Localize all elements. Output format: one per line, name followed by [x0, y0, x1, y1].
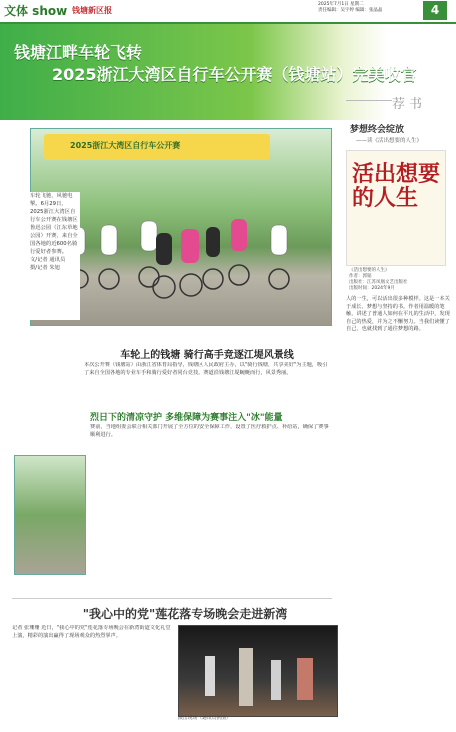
article3-title: "我心中的党"莲花落专场晚会走进新湾: [82, 607, 288, 621]
book-subtitle: ——读《活出想要的人生》: [356, 138, 423, 144]
book-cover-title: 活出想要的人生: [352, 161, 441, 211]
article1-text: 本次公开赛（钱塘站）由浙江省体育局指导，钱塘区人民政府主办，以"骑行钱塘，共享美好"为主题，吸引了来自全国各地的专业车手和骑行爱好者同台竞技。赛道沿钱塘江堤蜿蜒而行，风景秀丽。: [84, 362, 328, 376]
page-number: 4: [423, 1, 447, 20]
headline-line2: 2025浙江大湾区自行车公开赛（钱塘站）完美收官: [52, 65, 417, 84]
recommend-label: 荐书: [392, 97, 427, 112]
article3-text: 记者 张珊珊 近日，"我心中的党"莲花落专场晚会在新湾街道文化礼堂上演，精彩的演出赢得了现场观众的热烈掌声。: [12, 625, 171, 639]
book-review-text: 人的一生，可以活出很多种模样。这是一本关于成长、梦想与坚持的书。作者用温暖的笔触，讲述了普通人如何在平凡的生活中，发现自己的热爱，并为之不懈努力。当我们读懂了自己，也就找到了通往梦想的路。: [346, 296, 450, 333]
article2-title: 烈日下的清凉守护 多维保障为赛事注入"冰"能量: [90, 413, 283, 423]
divider: [346, 100, 392, 101]
race-photo: [14, 455, 86, 575]
divider: [12, 598, 332, 599]
article2-text: 赛前，当地组委会联合相关部门开展了全方位的安全保障工作，设置了医疗救护点、补给站，确保了赛事顺利进行。: [90, 424, 329, 438]
book-title: 梦想终会绽放: [350, 125, 405, 135]
dateline: 2025年7月1日 星期二 责任编辑：吴宇婷 编辑：张晶晶: [318, 2, 383, 13]
section-title: 文体 show: [4, 4, 68, 18]
article1-title: 车轮上的钱塘 骑行高手竞逐江堤风景线: [120, 350, 294, 361]
performance-photo: [178, 625, 338, 717]
headline-line1: 钱塘江畔车轮飞转: [14, 43, 143, 62]
lead-paragraph: 车轮飞驰，风驰电掣。6月29日，2025浙江大湾区自行车公开赛在钱塘区鲁迅公园（江东草地公园）开赛，来自全国各地的近600名骑行爱好者参赛。 文/记者 通讯员 摄/记者 朱旭: [30, 192, 80, 320]
newspaper-logo: 钱塘新区报: [72, 5, 112, 15]
event-sign-text: 2025浙江大湾区自行车公开赛: [70, 141, 181, 150]
photo-caption: 演出现场（通讯员供图）: [178, 716, 231, 721]
book-info: 《活出想要的人生》 作者：郭韬 出版社：江苏凤凰文艺出版社 出版时间：2024年9月: [349, 268, 408, 291]
